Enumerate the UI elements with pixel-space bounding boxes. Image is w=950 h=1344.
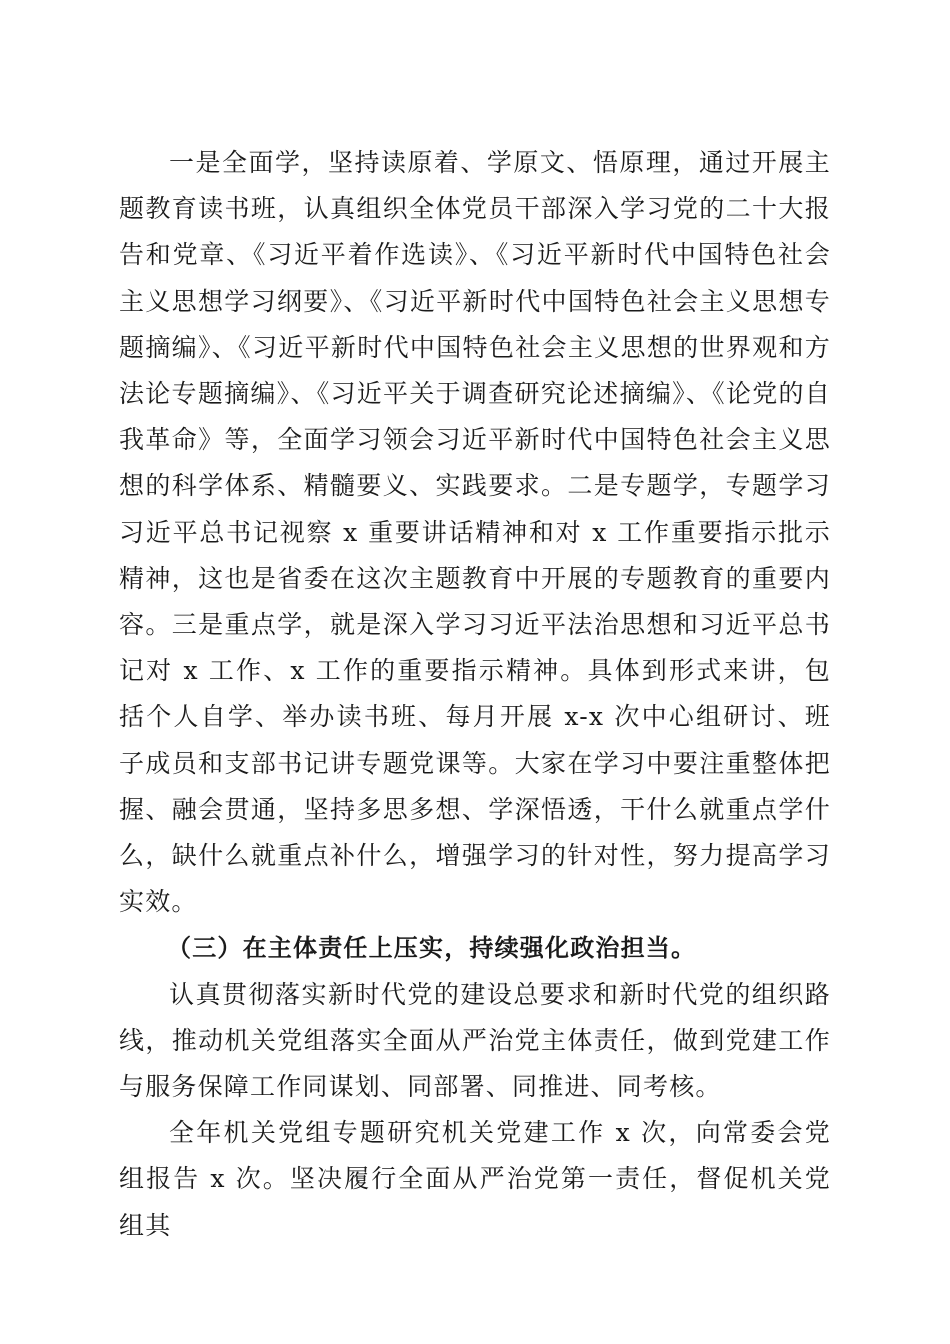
section-heading-3: （三）在主体责任上压实，持续强化政治担当。 bbox=[167, 933, 697, 963]
paragraph-study-methods: 一是全面学，坚持读原着、学原文、悟原理，通过开展主题教育读书班，认真组织全体党员干部深入学习党的二十大报告和党章、《习近平着作选读》、《习近平新时代中国特色社会主义思想学习纲要》、《习近平新时代中国特色社会主义思想专题摘编》、《习近平新时代中国特色社会主义思想的世界观和方法论专题摘编》、《习近平关于调查研究论述摘编》、《论党的自我革命》等，全面学习领会习近平新时代中国特色社会主义思想的科学体系、精髓要义、实践要求。二是专题学，专题学习习近平总书记视察 x 重要讲话精神和对 x 工作重要指示批示精神，这也是省委在这次主题教育中开展的专题教育的重要内容。三是重点学，就是深入学习习近平法治思想和习近平总书记对 x 工作、x 工作的重要指示精神。具体到形式来讲，包括个人自学、举办读书班、每月开展 x-x 次中心组研讨、班子成员和支部书记讲专题党课等。大家在学习中要注重整体把握、融会贯通，坚持多思多想、学深悟透，干什么就重点学什么，缺什么就重点补什么，增强学习的针对性，努力提高学习实效。 bbox=[119, 148, 831, 917]
document-body bbox=[119, 140, 831, 1249]
paragraph-party-building: 认真贯彻落实新时代党的建设总要求和新时代党的组织路线，推动机关党组落实全面从严治党主体责任，做到党建工作与服务保障工作同谋划、同部署、同推进、同考核。 bbox=[119, 979, 831, 1102]
paragraph-annual-work: 全年机关党组专题研究机关党建工作 x 次，向常委会党组报告 x 次。坚决履行全面从严治党第一责任，督促机关党组其 bbox=[119, 1118, 831, 1240]
